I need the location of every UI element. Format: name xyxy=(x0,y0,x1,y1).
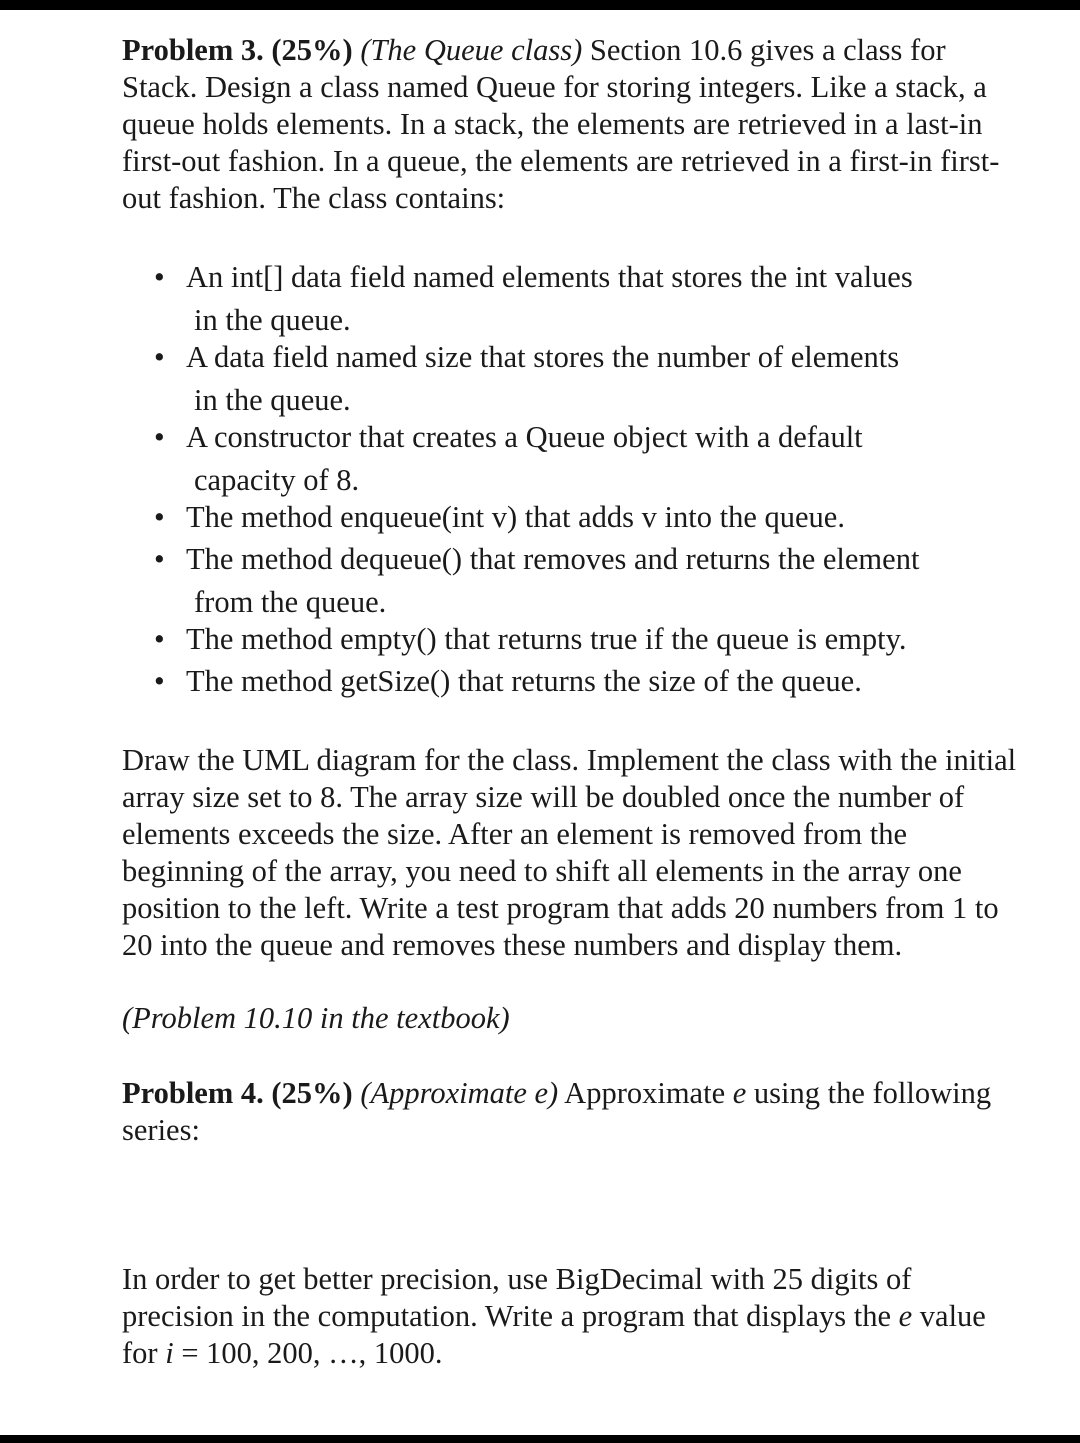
list-item: • The method dequeue() that removes and returns the element from the queue. xyxy=(122,541,1022,621)
problem-3-intro-text: Section 10.6 gives a class for Stack. Design a class named Queue for storing integers. Like a stack, a queue holds elements. In a stack, the elements are retrieved in a last-in first-out fashion. In a queue, the elements are retrieved in a first-in first-out fashion. The class contains: xyxy=(122,33,1000,215)
list-item: • A constructor that creates a Queue object with a default capacity of 8. xyxy=(122,419,1022,499)
list-item: • The method empty() that returns true if the queue is empty. xyxy=(122,621,1022,658)
problem-3-title: Problem 3. (25%) xyxy=(122,33,353,67)
class-contents-list xyxy=(122,259,1022,700)
list-item: • A data field named size that stores the number of elements in the queue. xyxy=(122,339,1022,419)
list-item: • The method getSize() that returns the size of the queue. xyxy=(122,663,1022,700)
series-formula-area xyxy=(122,1149,1022,1261)
problem-3-reference: (Problem 10.10 in the textbook) xyxy=(122,1001,510,1035)
list-item: • An int[] data field named elements that stores the int values in the queue. xyxy=(122,259,1022,339)
document-page xyxy=(0,10,1080,1435)
problem-4-intro: Problem 4. (25%) (Approximate e) Approximate e using the following series: xyxy=(122,1076,992,1147)
problem-4-topic: (Approximate e) xyxy=(360,1076,559,1110)
document-content xyxy=(122,32,1022,1372)
problem-3-intro xyxy=(122,32,1022,217)
problem-4-body: In order to get better precision, use BigDecimal with 25 digits of precision in the computation. Write a program that displays the e value for i = 100, 200, …, 1000. xyxy=(122,1262,986,1370)
problem-4-title: Problem 4. (25%) xyxy=(122,1076,353,1110)
problem-3-topic: (The Queue class) xyxy=(360,33,583,67)
problem-3-body: Draw the UML diagram for the class. Implement the class with the initial array size set to 8. The array size will be doubled once the number of elements exceeds the size. After an element is removed from the beginning of the array, you need to shift all elements in the array one position to the left. Write a test program that adds 20 numbers from 1 to 20 into the queue and removes these numbers and display them. xyxy=(122,743,1017,962)
list-item: • The method enqueue(int v) that adds v into the queue. xyxy=(122,499,1022,536)
